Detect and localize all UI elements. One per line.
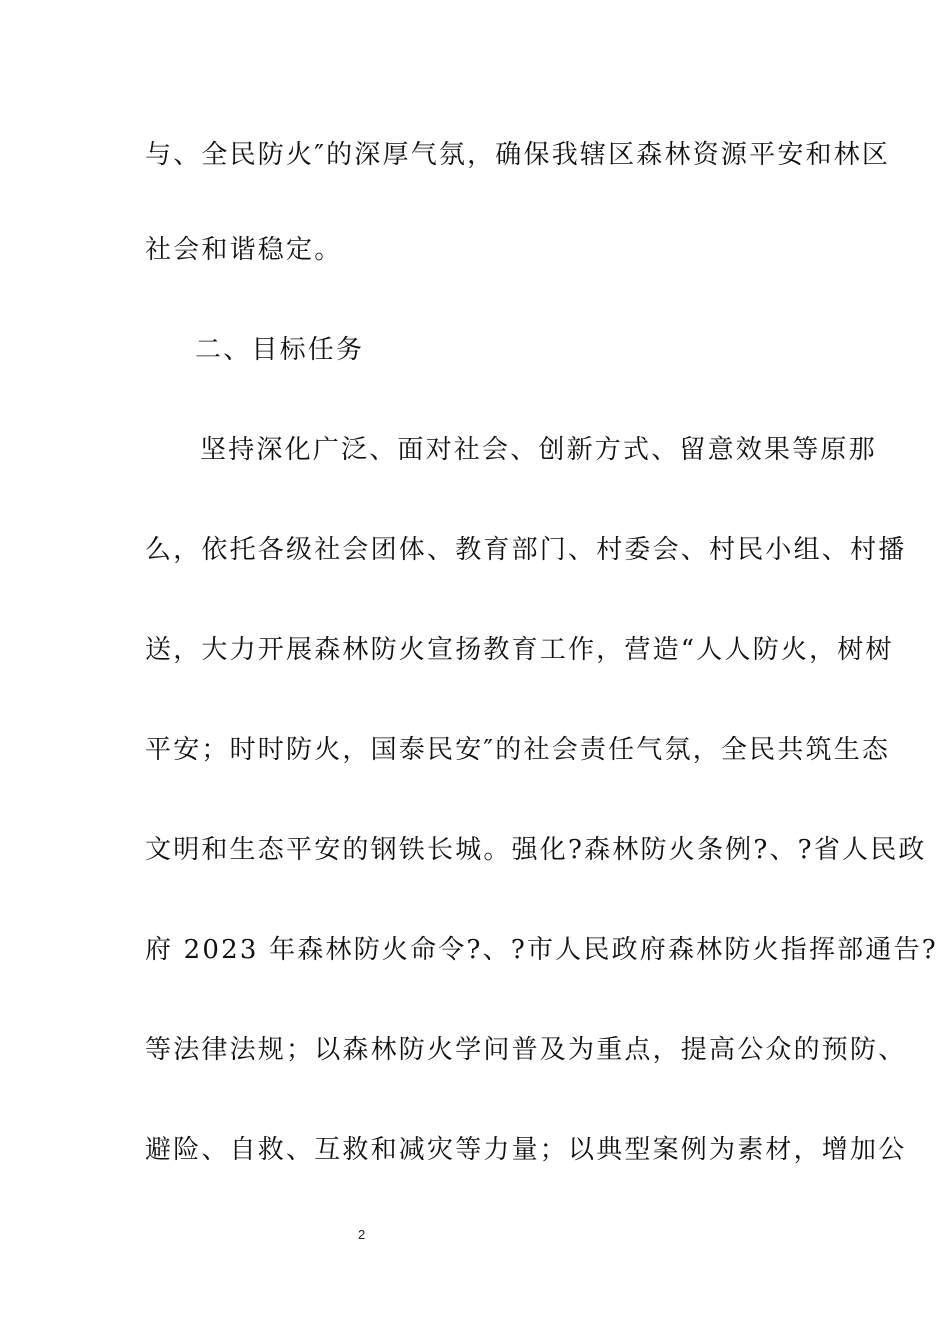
section-heading: 二、目标任务 — [195, 335, 365, 365]
paragraph-line: 社会和谐稳定。 — [145, 235, 343, 265]
page-number: 2 — [358, 1227, 366, 1242]
paragraph-line: 等法律法规；以森林防火学问普及为重点，提高公众的预防、 — [145, 1035, 907, 1065]
paragraph-line: 送，大力开展森林防火宣扬教育工作，营造“人人防火，树树 — [145, 635, 894, 665]
paragraph-line: 么，依托各级社会团体、教育部门、村委会、村民小组、村播 — [145, 535, 907, 565]
paragraph-line: 与、全民防火″的深厚气氛，确保我辖区森林资源平安和林区 — [145, 140, 891, 170]
paragraph-line: 平安；时时防火，国泰民安″的社会责任气氛，全民共筑生态 — [145, 735, 891, 765]
paragraph-line: 坚持深化广泛、面对社会、创新方式、留意效果等原那 — [200, 435, 877, 465]
paragraph-line: 避险、自救、互救和减灾等力量；以典型案例为素材，增加公 — [145, 1135, 907, 1165]
paragraph-line: 府 2023 年森林防火命令?、?市人民政府森林防火指挥部通告? — [145, 935, 938, 965]
paragraph-line: 文明和生态平安的钢铁长城。强化?森林防火条例?、?省人民政 — [145, 835, 927, 865]
